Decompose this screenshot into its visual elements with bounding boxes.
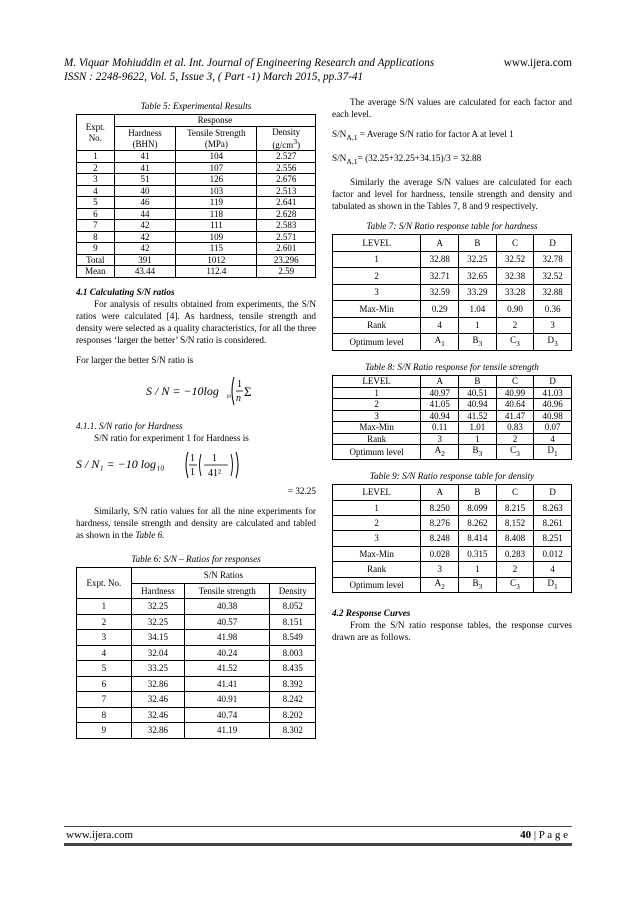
table7 [332, 234, 572, 351]
table-row [333, 516, 572, 531]
table-header-cell: LEVEL [333, 485, 421, 500]
svg-text:41²: 41² [208, 467, 221, 479]
table-cell: Max-Min [333, 422, 421, 434]
table-header-cell: B [459, 376, 497, 388]
table-cell: 8.215 [496, 500, 534, 515]
table-cell: 8.003 [270, 645, 316, 661]
svg-text:1: 1 [190, 452, 195, 464]
table-cell: 8.202 [270, 707, 316, 723]
table-cell: 2 [77, 614, 132, 630]
table-cell: 3 [77, 174, 115, 186]
table-cell: 32.78 [534, 251, 572, 268]
table-cell: 2.556 [257, 162, 316, 174]
table-row [333, 387, 572, 399]
table-cell: 2 [333, 268, 421, 285]
table-cell: 32.38 [496, 268, 534, 285]
table-cell: 9 [77, 243, 115, 255]
table6-head-density: Density [270, 583, 316, 599]
table-cell: 9 [77, 723, 132, 739]
table-cell: 44 [114, 208, 176, 220]
table-cell: 8.242 [270, 692, 316, 708]
section-4-1-1-para: S/N ratio for experiment 1 for Hardness is [94, 432, 249, 443]
table-row [77, 661, 316, 677]
table-cell: 8.302 [270, 723, 316, 739]
table-row [333, 500, 572, 515]
table-row [77, 162, 316, 174]
table5-caption: Table 5: Experimental Results [140, 101, 252, 111]
table-cell: 3 [333, 531, 421, 546]
table-cell: 107 [176, 162, 257, 174]
optimum-level-label: Optimum level [333, 334, 421, 351]
table-cell: 32.25 [131, 599, 184, 615]
table-cell: 32.25 [459, 251, 497, 268]
table-cell: 104 [176, 151, 257, 163]
table7-caption: Table 7: S/N Ratio response table for hardness [366, 221, 538, 232]
table-cell: 42 [114, 243, 176, 255]
table-cell: 4 [534, 562, 572, 577]
left-column [76, 96, 316, 739]
table-row [333, 531, 572, 546]
svg-text:Σ: Σ [244, 384, 252, 400]
table-cell: 8.261 [534, 516, 572, 531]
table-cell: 6 [77, 676, 132, 692]
table-cell: 40.99 [496, 387, 534, 399]
table-cell: 42 [114, 220, 176, 232]
footer-site-link[interactable]: www.ijera.com [66, 829, 134, 841]
table-header-cell: A [421, 235, 459, 252]
table-header-cell: C [496, 235, 534, 252]
table-cell: 1.01 [459, 422, 497, 434]
table-cell: 32.04 [131, 645, 184, 661]
table-cell: 32.46 [131, 707, 184, 723]
table-cell: 0.07 [534, 422, 572, 434]
table-row [77, 254, 316, 266]
table-row [333, 317, 572, 334]
table-cell: 1 [333, 500, 421, 515]
table-cell: 2.571 [257, 231, 316, 243]
table-cell: 2.676 [257, 174, 316, 186]
table-header-row [333, 376, 572, 388]
running-header [64, 56, 572, 84]
table-cell: 5 [77, 661, 132, 677]
table-row [77, 174, 316, 186]
optimum-level-label: Optimum level [333, 577, 421, 592]
optimum-level-cell: $B_3$ [459, 445, 497, 460]
svg-text:1: 1 [212, 452, 217, 464]
table-cell: 109 [176, 231, 257, 243]
table-cell: 32.52 [496, 251, 534, 268]
table-cell: 41.52 [459, 410, 497, 422]
table-cell: 0.36 [534, 301, 572, 318]
table-row [77, 243, 316, 255]
table-header-cell: A [421, 485, 459, 500]
table-cell: 1 [459, 433, 497, 445]
table-cell: 34.15 [131, 630, 184, 646]
table-cell: 40.74 [184, 707, 270, 723]
svg-text:1: 1 [237, 379, 242, 391]
table-cell: 112.4 [176, 266, 257, 278]
table6-head-expt: Expt. No. [77, 568, 132, 599]
sna1-definition: $S/N_{A,1}$ = Average S/N ratio for factor A at level 1 [332, 129, 514, 143]
table-cell: 41.41 [184, 676, 270, 692]
optimum-level-cell: $C_3$ [496, 334, 534, 351]
table-cell: 2 [333, 516, 421, 531]
table-cell: 41 [114, 151, 176, 163]
table-cell: 40.64 [496, 399, 534, 411]
table-row [333, 410, 572, 422]
table-row [77, 707, 316, 723]
table-row [77, 266, 316, 278]
table-cell: 391 [114, 254, 176, 266]
table9-caption: Table 9: S/N Ratio response table for density [369, 471, 535, 482]
table-row [77, 151, 316, 163]
table-cell: 40 [114, 185, 176, 197]
optimum-level-row [333, 334, 572, 351]
hardness-equation-figure [76, 448, 246, 482]
table-cell: 0.315 [459, 546, 497, 561]
table-cell: 32.46 [131, 692, 184, 708]
table-cell: 1 [333, 387, 421, 399]
svg-text:10: 10 [226, 395, 231, 401]
table-row [333, 562, 572, 577]
table6-head-sn: S/N Ratios [131, 568, 315, 584]
table-cell: 0.29 [421, 301, 459, 318]
table-cell: Total [77, 254, 115, 266]
table-header-row [333, 485, 572, 500]
table-header-cell: D [534, 376, 572, 388]
table-cell: 8.248 [421, 531, 459, 546]
table-cell: 2.513 [257, 185, 316, 197]
sna1-calculation: $S/N_{A,1}= (32.25+32.25+34.15)/3 = 32.88$ [332, 153, 482, 166]
table-cell: 8.408 [496, 531, 534, 546]
table-cell: 8.250 [421, 500, 459, 515]
table-cell: 0.028 [421, 546, 459, 561]
table-row [77, 630, 316, 646]
table-row [77, 676, 316, 692]
table-cell: 8.263 [534, 500, 572, 515]
table-header-cell: LEVEL [333, 235, 421, 252]
section-4-1-para: For analysis of results obtained from experiments, the S/N ratios were calculated [4]. As hardness, tensile strength and density were selected as a quality characteristics, for all the three responses ‘larger the better’ S/N ratio is considered. [76, 299, 316, 346]
table-cell: 8 [77, 707, 132, 723]
table6-head-hardness: Hardness [131, 583, 184, 599]
table-cell: 41.98 [184, 630, 270, 646]
table-cell: 40.97 [421, 387, 459, 399]
optimum-level-cell: $A_2$ [421, 445, 459, 460]
optimum-level-cell: $C_3$ [496, 445, 534, 460]
table-cell: 4 [77, 185, 115, 197]
hardness-result: = 32.25 [287, 485, 316, 496]
table-header-cell: LEVEL [333, 376, 421, 388]
table-cell: 32.52 [534, 268, 572, 285]
table-cell: 1012 [176, 254, 257, 266]
svg-text:n: n [236, 393, 241, 405]
table6 [76, 567, 316, 739]
table-cell: 0.90 [496, 301, 534, 318]
table5-head-response: Response [114, 115, 315, 127]
table-cell: 3 [333, 410, 421, 422]
section-4-1-1-heading: 4.1.1. S/N ratio for Hardness [76, 420, 183, 431]
table-cell: 0.83 [496, 422, 534, 434]
table5-head-hardness: Hardness (BHN) [114, 126, 176, 151]
table-cell: 3 [421, 433, 459, 445]
optimum-level-row [333, 577, 572, 592]
right-column [332, 96, 572, 643]
table-cell: 2.59 [257, 266, 316, 278]
table-cell: 33.28 [496, 284, 534, 301]
table-cell: 33.25 [131, 661, 184, 677]
table-row [77, 220, 316, 232]
table-cell: 3 [333, 284, 421, 301]
table-cell: 8.392 [270, 676, 316, 692]
table-row [77, 185, 316, 197]
sn-equation [146, 372, 316, 413]
table-cell: 1.04 [459, 301, 497, 318]
hardness-equation-lhs: S / N₁ = −10 log₁₀ [76, 456, 165, 471]
avg-sn-para: The average S/N values are calculated for each factor and each level. [332, 97, 572, 120]
table-cell: 41.19 [184, 723, 270, 739]
table-cell: 46 [114, 197, 176, 209]
table-cell: 2.583 [257, 220, 316, 232]
table-row [333, 268, 572, 285]
table5-head-expt: Expt. No. [77, 115, 115, 151]
table-cell: 32.71 [421, 268, 459, 285]
table-cell: 103 [176, 185, 257, 197]
table-header-cell: C [496, 485, 534, 500]
table-cell: 40.96 [534, 399, 572, 411]
table-cell: 126 [176, 174, 257, 186]
table-cell: 32.88 [534, 284, 572, 301]
table-cell: 4 [534, 433, 572, 445]
table-cell: 4 [421, 317, 459, 334]
larger-better-text: For larger the better S/N ratio is [76, 355, 194, 366]
table-row [333, 433, 572, 445]
table-cell: 51 [114, 174, 176, 186]
table-cell: 32.88 [421, 251, 459, 268]
table-cell: 40.94 [459, 399, 497, 411]
optimum-level-label: Optimum level [333, 445, 421, 460]
table-cell: 119 [176, 197, 257, 209]
table-cell: 1 [333, 251, 421, 268]
table-cell: 0.11 [421, 422, 459, 434]
table-row [77, 723, 316, 739]
optimum-level-cell: $A_1$ [421, 334, 459, 351]
table-row [77, 231, 316, 243]
optimum-level-cell: $D_1$ [534, 577, 572, 592]
table-cell: 4 [77, 645, 132, 661]
optimum-level-cell: $B_3$ [459, 577, 497, 592]
table-cell: 8.152 [496, 516, 534, 531]
table-cell: 43.44 [114, 266, 176, 278]
table-cell: Mean [77, 266, 115, 278]
table-cell: 40.51 [459, 387, 497, 399]
table-cell: 1 [77, 599, 132, 615]
table-header-cell: C [496, 376, 534, 388]
table-cell: 1 [459, 317, 497, 334]
similarly-para: Similarly the average S/N values are calculated for each factor and level for hardness, tensile strength and density and tabulated as shown in the Tables 7, 8 and 9 respectively. [332, 177, 572, 212]
optimum-level-cell: $A_2$ [421, 577, 459, 592]
table-cell: 8.052 [270, 599, 316, 615]
hardness-equation [76, 448, 316, 485]
table-cell: 32.65 [459, 268, 497, 285]
table6-caption: Table 6: S/N – Ratios for responses [131, 554, 261, 565]
table-cell: 2.527 [257, 151, 316, 163]
table-cell: 40.94 [421, 410, 459, 422]
header-issn: ISSN : 2248-9622, Vol. 5, Issue 3, ( Part -1) March 2015, pp.37-41 [64, 71, 364, 83]
table-cell: 2 [333, 399, 421, 411]
table-cell: Max-Min [333, 301, 421, 318]
table-header-cell: D [534, 485, 572, 500]
table9 [332, 484, 572, 593]
table8-caption: Table 8: S/N Ratio response for tensile strength [365, 361, 539, 372]
table-cell: 33.29 [459, 284, 497, 301]
table-cell: 2 [77, 162, 115, 174]
table-cell: 7 [77, 220, 115, 232]
table-cell: 41.05 [421, 399, 459, 411]
table-cell: 32.86 [131, 676, 184, 692]
section-4-2-heading: 4.2 Response Curves [332, 608, 411, 619]
table-row [77, 645, 316, 661]
table-row [77, 599, 316, 615]
table-cell: 1 [459, 562, 497, 577]
table-cell: 42 [114, 231, 176, 243]
table-row [77, 208, 316, 220]
table-cell: 40.24 [184, 645, 270, 661]
table-cell: 2 [496, 562, 534, 577]
table-cell: 8.435 [270, 661, 316, 677]
table-cell: 115 [176, 243, 257, 255]
section-4-1-heading: 4.1 Calculating S/N ratios [76, 286, 175, 297]
sn-equation-figure [146, 372, 256, 410]
table-cell: 2.601 [257, 243, 316, 255]
table-row [333, 284, 572, 301]
table-row [333, 422, 572, 434]
table-cell: 2 [496, 317, 534, 334]
optimum-level-cell: $D_3$ [534, 334, 572, 351]
table6-head-tensile: Tensile strength [184, 583, 270, 599]
table-cell: 7 [77, 692, 132, 708]
page-footer [64, 826, 572, 846]
header-site-link[interactable]: www.ijera.com [503, 57, 572, 69]
table-cell: 41 [114, 162, 176, 174]
table-cell: 2 [496, 433, 534, 445]
table-row [333, 399, 572, 411]
table-cell: 8.549 [270, 630, 316, 646]
table-cell: 8.276 [421, 516, 459, 531]
table-cell: 8.251 [534, 531, 572, 546]
table-cell: 1 [77, 151, 115, 163]
table-row [333, 301, 572, 318]
table-cell: 3 [77, 630, 132, 646]
table-cell: 2.628 [257, 208, 316, 220]
table-cell: 40.57 [184, 614, 270, 630]
table-cell: 32.25 [131, 614, 184, 630]
table-header-row [333, 235, 572, 252]
section-4-2-para: From the S/N ratio response tables, the response curves drawn are as follows. [332, 620, 572, 643]
table-cell: Rank [333, 433, 421, 445]
table-cell: 3 [421, 562, 459, 577]
table-row [333, 546, 572, 561]
table-cell: 41.03 [534, 387, 572, 399]
optimum-level-row [333, 445, 572, 460]
table-cell: 40.91 [184, 692, 270, 708]
table-cell: 2.641 [257, 197, 316, 209]
table-cell: 111 [176, 220, 257, 232]
table-row [333, 251, 572, 268]
table-cell: 5 [77, 197, 115, 209]
sn-equation-lhs: S / N = −10log [146, 384, 219, 399]
table-cell: 40.98 [534, 410, 572, 422]
table-cell: 6 [77, 208, 115, 220]
table-cell: 8.414 [459, 531, 497, 546]
table-cell: 0.283 [496, 546, 534, 561]
table-cell: 32.59 [421, 284, 459, 301]
table-row [77, 614, 316, 630]
table-header-cell: A [421, 376, 459, 388]
optimum-level-cell: $D_1$ [534, 445, 572, 460]
table5-body [77, 151, 316, 278]
optimum-level-cell: $B_3$ [459, 334, 497, 351]
table-row [77, 692, 316, 708]
table-cell: 41.47 [496, 410, 534, 422]
table-cell: Max-Min [333, 546, 421, 561]
table8 [332, 375, 572, 460]
table-header-cell: D [534, 235, 572, 252]
table5-head-density: Density $(g/cm^3)$ [257, 126, 316, 151]
table-cell: 23.296 [257, 254, 316, 266]
table5-head-tensile: Tensile Strength (MPa) [176, 126, 257, 151]
table-cell: 8.151 [270, 614, 316, 630]
table-cell: 0.012 [534, 546, 572, 561]
table-cell: 41.52 [184, 661, 270, 677]
table-cell: 40.38 [184, 599, 270, 615]
table-cell: 118 [176, 208, 257, 220]
footer-page-number: 40 | P a g e [520, 829, 568, 841]
table5 [76, 114, 316, 278]
table-cell: Rank [333, 317, 421, 334]
table6-body [77, 599, 316, 739]
section-4-1-1-para2: Similarly, S/N ratio values for all the nine experiments for hardness, tensile strength and density are calculated and tabled as shown in the Table 6. [76, 505, 316, 541]
table-cell: Rank [333, 562, 421, 577]
table-cell: 32.86 [131, 723, 184, 739]
table-cell: 3 [534, 317, 572, 334]
svg-text:1: 1 [190, 466, 195, 478]
optimum-level-cell: $C_3$ [496, 577, 534, 592]
table-cell: 8.099 [459, 500, 497, 515]
table-cell: 8.262 [459, 516, 497, 531]
header-citation: M. Viquar Mohiuddin et al. Int. Journal of Engineering Research and Applications [64, 57, 435, 69]
table-row [77, 197, 316, 209]
table-cell: 8 [77, 231, 115, 243]
table-header-cell: B [459, 485, 497, 500]
table-header-cell: B [459, 235, 497, 252]
